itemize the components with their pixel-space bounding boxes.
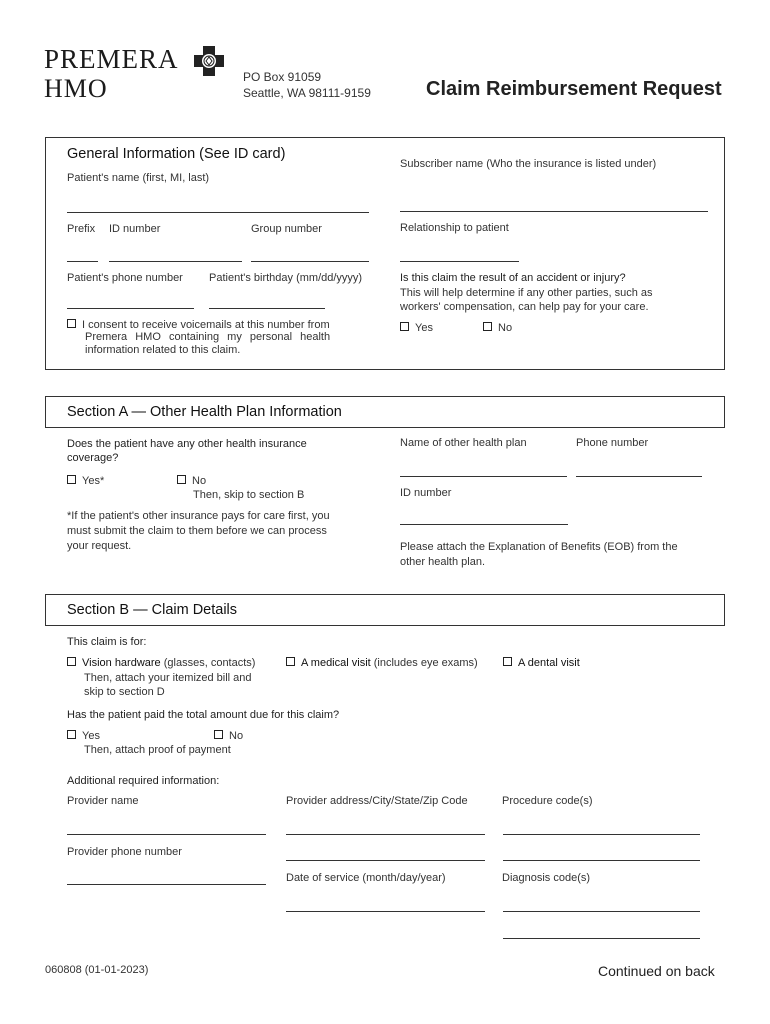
dental-label: A dental visit <box>518 657 580 669</box>
provider-address-field-2[interactable] <box>286 860 485 861</box>
accident-yes-option[interactable] <box>400 322 433 334</box>
other-plan-label: Name of other health plan <box>400 437 527 449</box>
procedure-code-field-1[interactable] <box>503 834 700 835</box>
other-plan-field[interactable] <box>400 476 567 477</box>
phone-label: Patient's phone number <box>67 272 183 284</box>
vision-option[interactable] <box>67 657 255 669</box>
vision-label: Vision hardware <box>82 657 161 669</box>
relationship-field[interactable] <box>400 261 519 262</box>
procedure-code-field-2[interactable] <box>503 860 700 861</box>
diagnosis-codes-label: Diagnosis code(s) <box>502 872 591 884</box>
other-coverage-no-label: No <box>192 475 207 487</box>
birthday-field[interactable] <box>209 308 325 309</box>
paid-no-label: No <box>229 730 244 742</box>
claim-for-label: This claim is for: <box>67 636 147 648</box>
other-coverage-question-1: Does the patient have any other health insurance <box>67 438 307 450</box>
other-coverage-yes-option[interactable] <box>67 475 104 487</box>
paid-no-option[interactable] <box>214 730 243 742</box>
paid-no-checkbox[interactable] <box>214 730 223 739</box>
continued-on-back: Continued on back <box>598 963 715 979</box>
provider-address-label: Provider address/City/State/Zip Code <box>286 795 468 807</box>
general-information-title: General Information (See ID card) <box>67 146 286 162</box>
other-coverage-yes-label: Yes* <box>82 475 105 487</box>
prefix-field[interactable] <box>67 261 98 262</box>
form-title: Claim Reimbursement Request <box>426 78 722 100</box>
accident-no-option[interactable] <box>483 322 512 334</box>
address-line-1: PO Box 91059 <box>243 70 322 84</box>
logo-text-premera: PREMERA <box>44 44 179 74</box>
phone-field[interactable] <box>67 308 194 309</box>
proof-note: Then, attach proof of payment <box>84 744 231 756</box>
logo-text-hmo: HMO <box>44 74 108 103</box>
section-a-title: Section A — Other Health Plan Information <box>67 404 342 420</box>
other-plan-id-field[interactable] <box>400 524 568 525</box>
vision-checkbox[interactable] <box>67 657 76 666</box>
premera-cross-logo-icon <box>193 45 225 77</box>
other-plan-phone-field[interactable] <box>576 476 702 477</box>
medical-paren: (includes eye exams) <box>373 657 478 669</box>
accident-yes-checkbox[interactable] <box>400 322 409 331</box>
birthday-label: Patient's birthday (mm/dd/yyyy) <box>209 272 363 284</box>
other-insurance-note-1: *If the patient's other insurance pays for care first, you <box>67 510 330 522</box>
provider-address-field-1[interactable] <box>286 834 485 835</box>
id-number-field[interactable] <box>109 261 242 262</box>
subscriber-name-field[interactable] <box>400 211 708 212</box>
accident-no-label: No <box>498 322 513 334</box>
medical-option[interactable] <box>286 657 478 669</box>
other-plan-id-label: ID number <box>400 487 452 499</box>
accident-no-checkbox[interactable] <box>483 322 492 331</box>
subscriber-name-label: Subscriber name (Who the insurance is listed under) <box>400 158 657 170</box>
other-insurance-note-2: must submit the claim to them before we can process <box>67 525 327 537</box>
patient-name-field[interactable] <box>67 212 369 213</box>
paid-yes-checkbox[interactable] <box>67 730 76 739</box>
other-coverage-no-checkbox[interactable] <box>177 475 186 484</box>
patient-name-label: Patient's name (first, MI, last) <box>67 172 210 184</box>
consent-line-2: Premera HMO containing my personal health <box>85 331 331 343</box>
date-of-service-label: Date of service (month/day/year) <box>286 872 446 884</box>
dental-checkbox[interactable] <box>503 657 512 666</box>
vision-then-2: skip to section D <box>84 686 165 698</box>
vision-then-1: Then, attach your itemized bill and <box>84 672 252 684</box>
accident-help-2: workers' compensation, can help pay for your care. <box>400 301 649 313</box>
accident-yes-label: Yes <box>415 322 433 334</box>
other-plan-phone-label: Phone number <box>576 437 649 449</box>
other-coverage-no-option[interactable] <box>177 475 206 487</box>
medical-checkbox[interactable] <box>286 657 295 666</box>
form-number: 060808 (01-01-2023) <box>45 964 149 976</box>
provider-phone-label: Provider phone number <box>67 846 182 858</box>
skip-to-b-note: Then, skip to section B <box>193 489 305 501</box>
other-coverage-yes-checkbox[interactable] <box>67 475 76 484</box>
provider-name-label: Provider name <box>67 795 139 807</box>
other-coverage-question-2: coverage? <box>67 452 119 464</box>
paid-yes-option[interactable] <box>67 730 100 742</box>
date-of-service-field[interactable] <box>286 911 485 912</box>
prefix-label: Prefix <box>67 223 96 235</box>
consent-checkbox[interactable] <box>67 319 76 328</box>
additional-info-label: Additional required information: <box>67 775 220 787</box>
dental-option[interactable] <box>503 657 580 669</box>
provider-phone-field[interactable] <box>67 884 266 885</box>
provider-name-field[interactable] <box>67 834 266 835</box>
id-number-label: ID number <box>109 223 161 235</box>
paid-yes-label: Yes <box>82 730 100 742</box>
address-line-2: Seattle, WA 98111-9159 <box>243 86 371 100</box>
vision-paren: (glasses, contacts) <box>163 657 256 669</box>
relationship-label: Relationship to patient <box>400 222 509 234</box>
eob-note-2: other health plan. <box>400 556 486 568</box>
group-number-field[interactable] <box>251 261 369 262</box>
group-number-label: Group number <box>251 223 322 235</box>
consent-option[interactable] <box>67 319 330 331</box>
other-insurance-note-3: your request. <box>67 540 132 552</box>
section-b-title: Section B — Claim Details <box>67 602 238 618</box>
diagnosis-code-field-1[interactable] <box>503 911 700 912</box>
accident-help-1: This will help determine if any other parties, such as <box>400 287 653 299</box>
medical-label: A medical visit <box>301 657 371 669</box>
eob-note-1: Please attach the Explanation of Benefits (EOB) from the <box>400 541 678 553</box>
procedure-codes-label: Procedure code(s) <box>502 795 593 807</box>
paid-question: Has the patient paid the total amount due for this claim? <box>67 709 340 721</box>
accident-question: Is this claim the result of an accident or injury? <box>400 272 626 284</box>
diagnosis-code-field-2[interactable] <box>503 938 700 939</box>
consent-line-3: information related to this claim. <box>85 344 241 356</box>
consent-line-1: I consent to receive voicemails at this number from <box>82 319 330 331</box>
